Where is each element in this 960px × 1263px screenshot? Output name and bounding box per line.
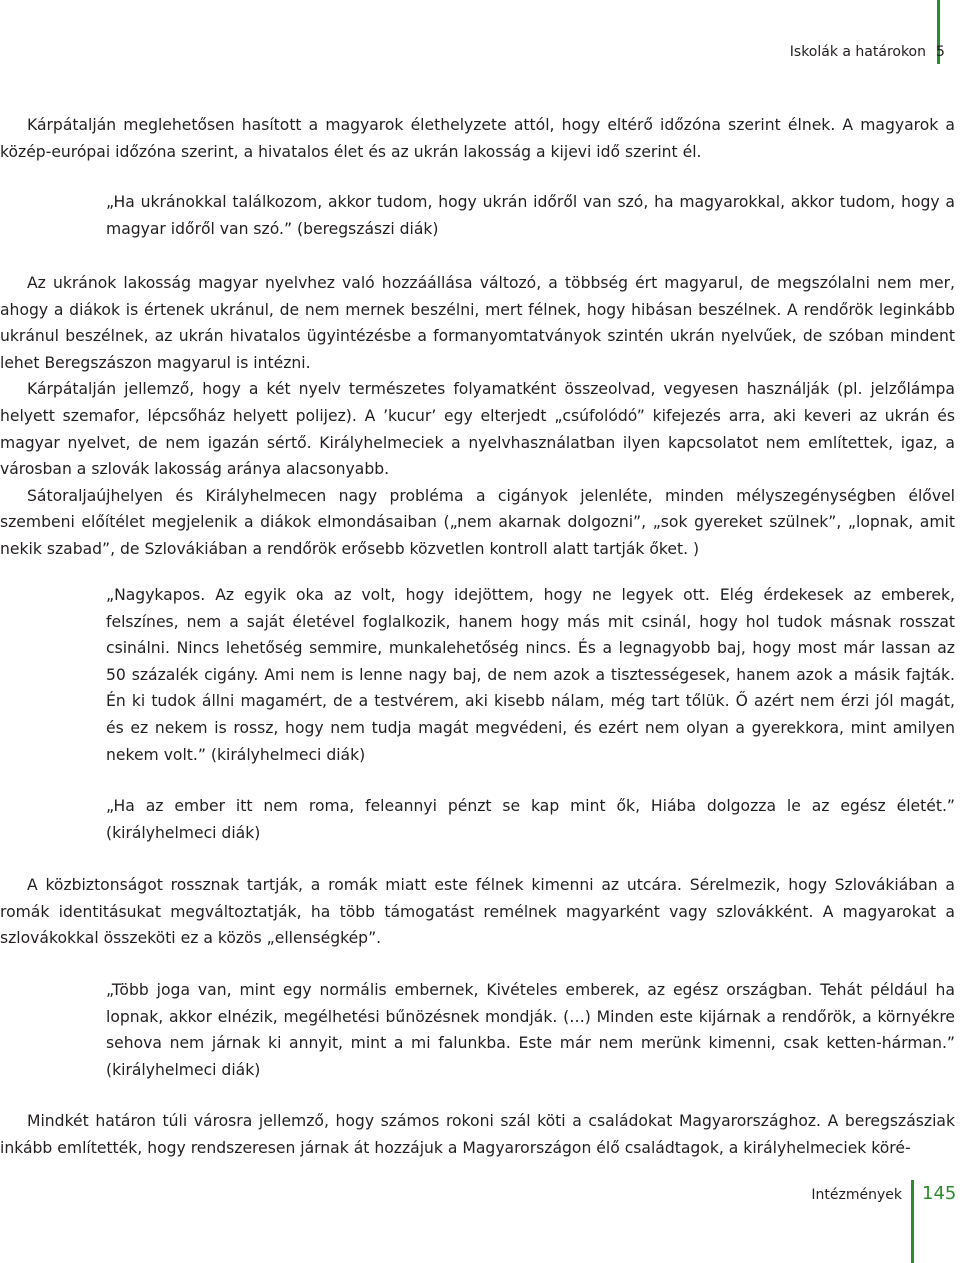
quote-text: „Több joga van, mint egy normális embernek, Kivételes emberek, az egész országban. Tehát például ha lopnak, akkor elnézik, megélhetési bűnözésnek mondják. (…) Minden este kijárnak a rendőrök, a környékre sehova nem járnak ki annyit, mint a mi falunkba. Este már nem merünk kimenni, csak ketten-hárman.” (királyhelmeci diák) bbox=[106, 981, 955, 1079]
running-header-page: 5 bbox=[936, 44, 945, 60]
paragraph-mixed-language: Kárpátalján jellemző, hogy a két nyelv természetes folyamatként összeolvad, vegyesen használják (pl. jelzőlámpa helyett szemafor, lépcsőház helyett polijez). A ’kucur’ egy elterjedt „csúfolódó” kifejezés arra, aki keveri az ukrán és magyar nyelvet, de nem igazán sértő. Királyhelmeciek a nyelvhasználatban ilyen kapcsolatot nem említettek, igaz, a városban a szlovák lakosság aránya alacsonyabb. bbox=[0, 380, 955, 479]
body-block-2 bbox=[0, 270, 955, 563]
quote-nagykapos bbox=[106, 582, 955, 768]
running-header bbox=[789, 44, 945, 60]
quote-beregszasz bbox=[106, 189, 955, 242]
body-block-4 bbox=[0, 1108, 955, 1161]
body-block-3 bbox=[0, 872, 955, 952]
paragraph-language-attitude: Az ukránok lakosság magyar nyelvhez való hozzáállása változó, a többség ért magyarul, de megszólalni nem mer, ahogy a diákok is értenek ukránul, de nem mernek beszélni, mert félnek, hogy hibásan beszélnek. A rendőrök leginkább ukránul beszélnek, az ukrán hivatalos ügyintézésbe a formanyomtatványok szintén ukrán nyelvűek, de szóban mindent lehet Beregszászon magyarul is intézni. bbox=[0, 274, 955, 372]
paragraph-family-ties: Mindkét határon túli városra jellemző, hogy számos rokoni szál köti a családokat Magyarországhoz. A beregszásziak inkább említették, hogy rendszeresen járnak át hozzájuk a Magyarországon élő családtagok, a királyhelmeciek köré- bbox=[0, 1112, 955, 1157]
paragraph-roma-prejudice: Sátoraljaújhelyen és Királyhelmecen nagy probléma a cigányok jelenléte, minden mélyszegénységben élővel szembeni előítélet megjelenik a diákok elmondásaiban („nem akarnak dolgozni”, „sok gyereket szülnek”, „lopnak, amit nekik szabad”, de Szlovákiában a rendőrök erősebb közvetlen kontroll alatt tartják őket. ) bbox=[0, 486, 955, 558]
quote-text: „Nagykapos. Az egyik oka az volt, hogy idejöttem, hogy ne legyek ott. Elég érdekesek az emberek, felszínes, nem a saját életével foglalkozik, hanem hogy más mit csinál, hogy hol tudok másnak rosszat csinálni. Nincs lehetőség semmire, munkalehetőség nincs. És a legnagyobb baj, hogy most már lassan az 50 százalék cigány. Ami nem is lenne nagy baj, de nem azok a tisztességesek, hanem azok a másik fajták. Én ki tudok állni magamért, de a testvérem, aki kisebb nálam, még tart tőlük. Ő azért nem érzi jól magát, és ez nekem is rossz, hogy nem tudja magát megvédeni, és ezért nem olyan a gyerekkora, mint amilyen nekem volt.” (királyhelmeci diák) bbox=[106, 586, 955, 764]
running-header-title: Iskolák a határokon bbox=[789, 44, 926, 60]
footer-page-number: 145 bbox=[922, 1183, 957, 1204]
paragraph-time-zones: Kárpátalján meglehetősen hasított a magyarok élethelyzete attól, hogy eltérő időzóna szerint élnek. A magyarok a közép-európai időzóna szerint, a hivatalos élet és az ukrán lakosság a kijevi idő szerint él. bbox=[0, 116, 955, 161]
footer-section-label: Intézmények bbox=[811, 1187, 902, 1203]
quote-text bbox=[106, 189, 955, 242]
quote-roma-money bbox=[106, 793, 955, 846]
footer-accent-rule bbox=[911, 1180, 914, 1263]
body-block-1 bbox=[0, 112, 955, 165]
quote-text: „Ha az ember itt nem roma, feleannyi pénzt se kap mint ők, Hiába dolgozza le az egész életét.” (királyhelmeci diák) bbox=[106, 797, 955, 842]
quote-more-rights bbox=[106, 977, 955, 1083]
paragraph-public-safety: A közbiztonságot rossznak tartják, a romák miatt este félnek kimenni az utcára. Sérelmezik, hogy Szlovákiában a romák identitásukat megváltoztatják, ha több támogatást remélnek magyarként vagy szlovákként. A magyarokat a szlovákokkal összeköti ez a közös „ellenségkép”. bbox=[0, 876, 955, 948]
quote-source: (beregszászi diák) bbox=[292, 219, 439, 238]
quote-body: „Ha ukránokkal találkozom, akkor tudom, hogy ukrán időről van szó, ha magyarokkal, akkor tudom, hogy a magyar időről van szó.” bbox=[106, 193, 955, 238]
